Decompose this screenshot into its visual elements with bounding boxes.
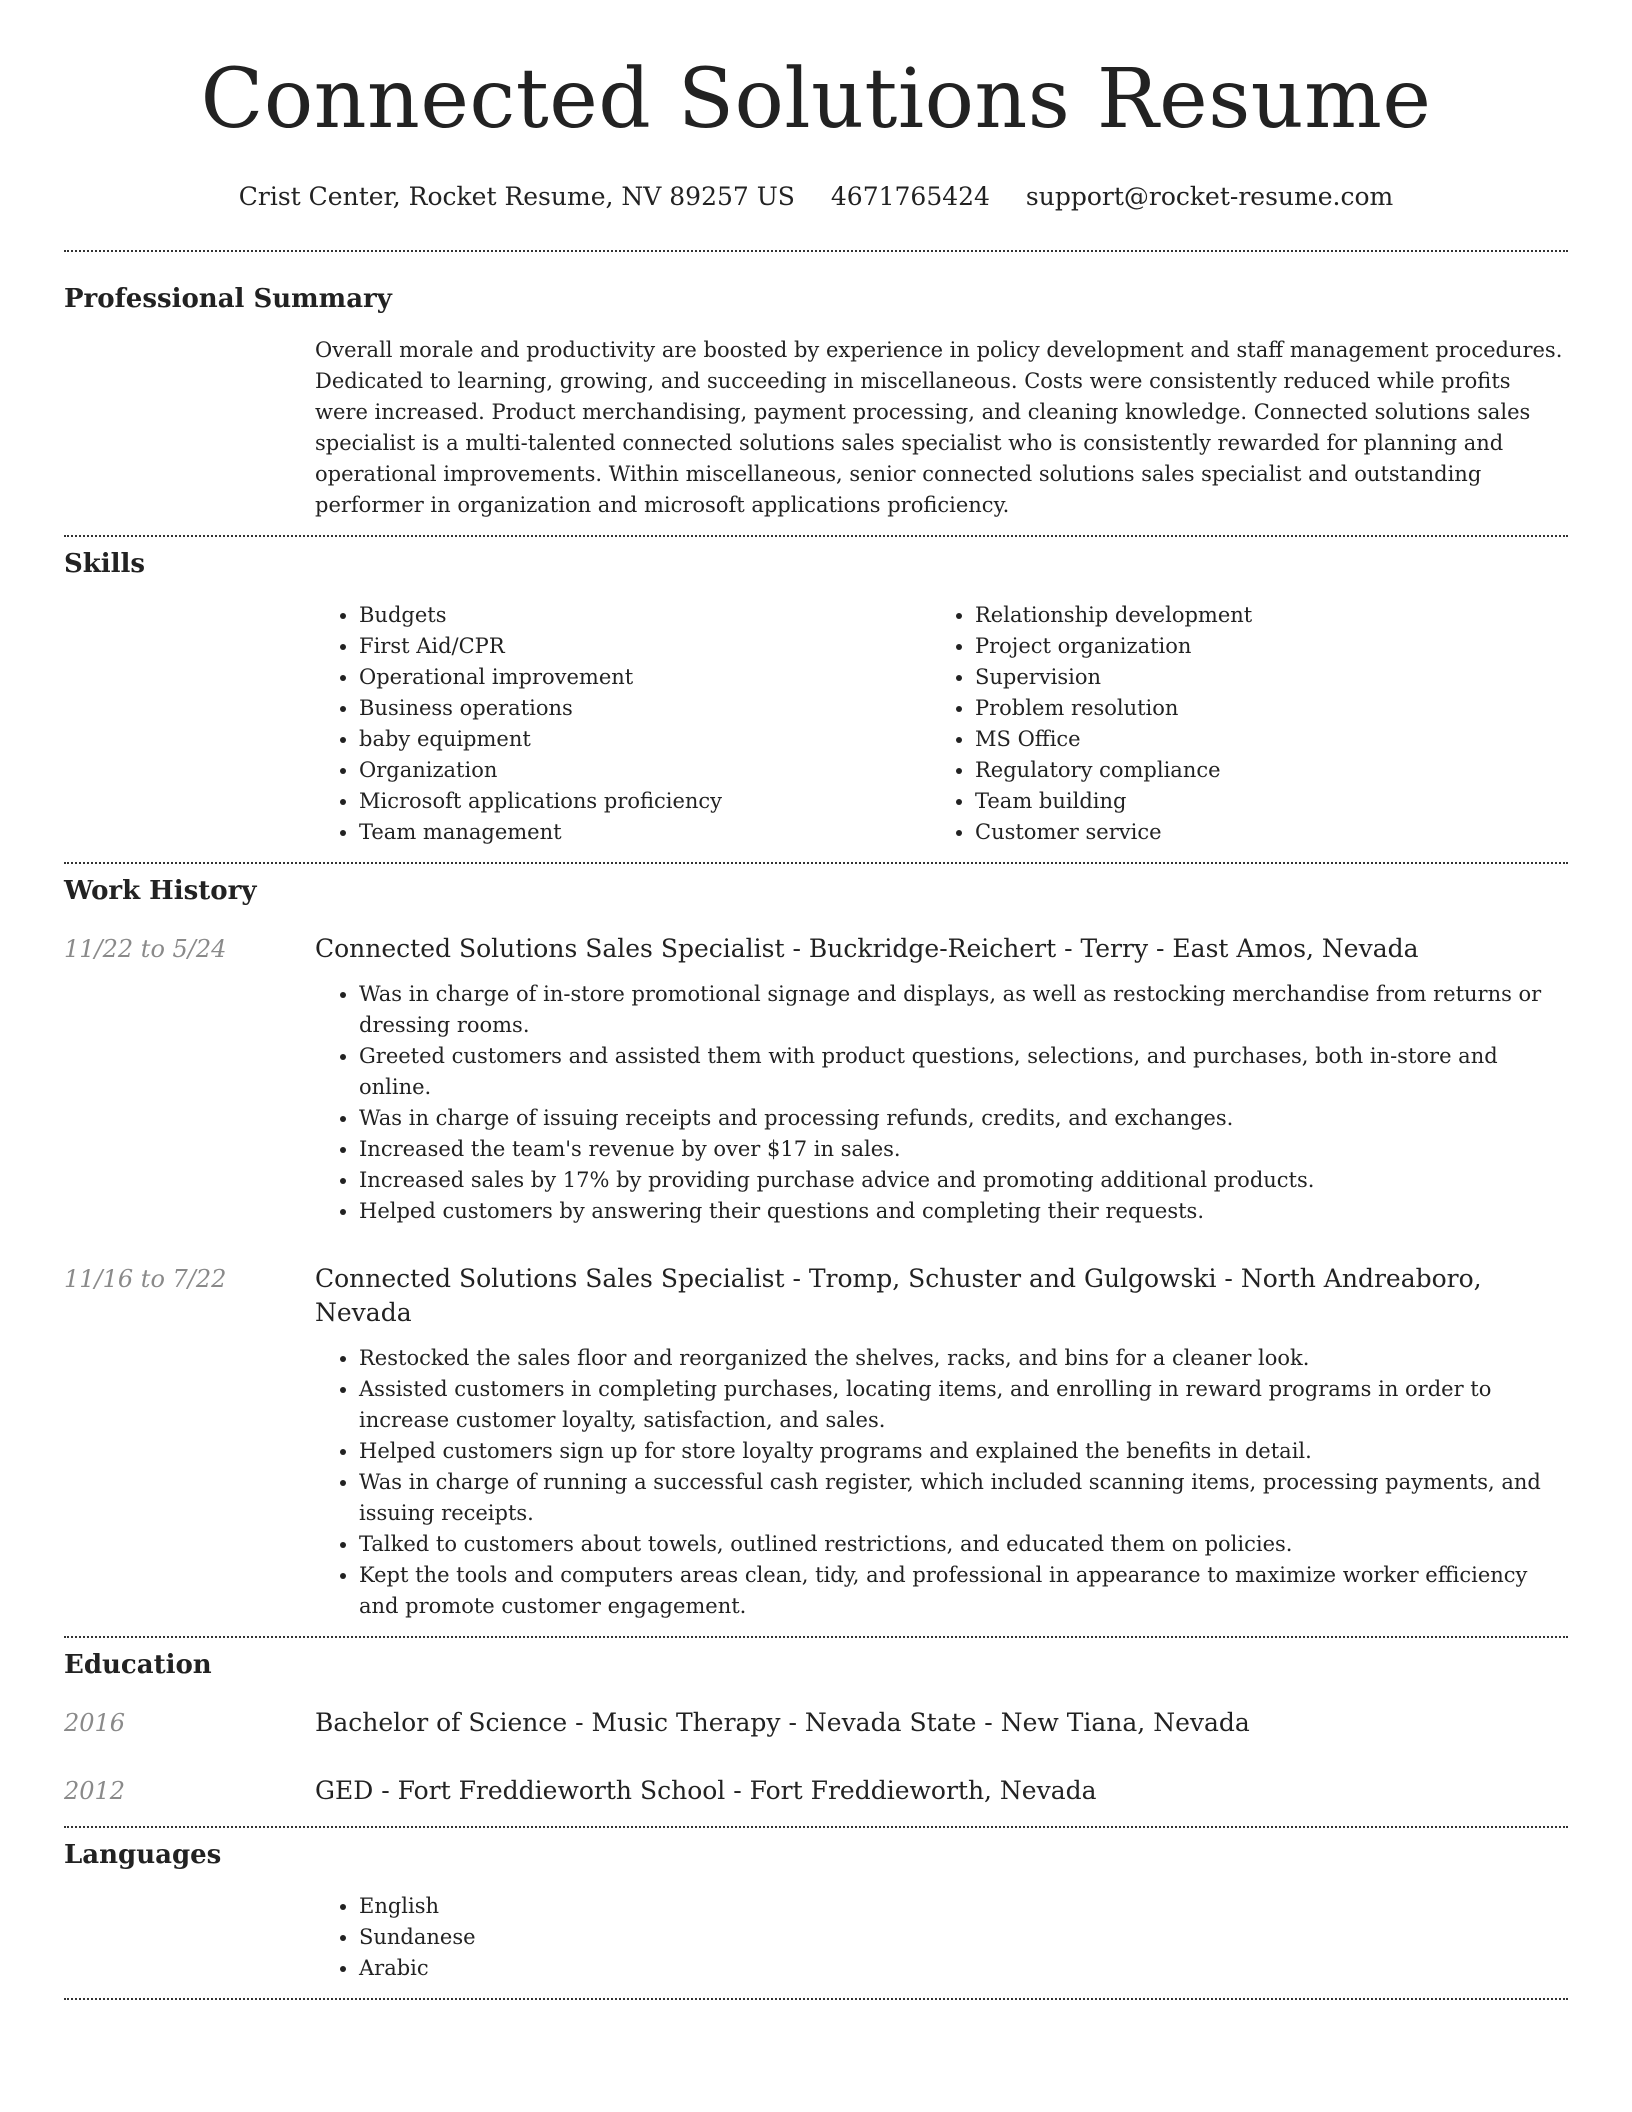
job-bullets (315, 1343, 1568, 1622)
skills-column-left (315, 600, 931, 848)
skill-item: • First Aid/CPR (359, 631, 931, 662)
job-bullet: • Increased the team's revenue by over $17 in sales. (359, 1134, 1568, 1165)
language-item: • Sundanese (359, 1922, 1568, 1953)
education-year: 2012 (64, 1777, 126, 1805)
job-heading: Connected Solutions Sales Specialist - Tromp, Schuster and Gulgowski - North Andreaboro, Nevada (315, 1264, 1482, 1327)
contact-line (64, 180, 1568, 214)
contact-phone: 4671765424 (830, 182, 990, 211)
divider (64, 1998, 1568, 2000)
summary-section (64, 252, 1568, 521)
job-bullets (315, 979, 1568, 1227)
job-heading: Connected Solutions Sales Specialist - Buckridge-Reichert - Terry - East Amos, Nevada (315, 934, 1419, 963)
education-heading: Bachelor of Science - Music Therapy - Nevada State - New Tiana, Nevada (315, 1708, 1250, 1737)
languages-list (315, 1891, 1568, 1984)
section-title-languages: Languages (64, 1840, 222, 1870)
job-bullet-list (315, 1343, 1568, 1622)
education-heading: GED - Fort Freddieworth School - Fort Freddieworth, Nevada (315, 1776, 1097, 1805)
contact-address: Crist Center, Rocket Resume, NV 89257 US (238, 182, 795, 211)
section-title-summary: Professional Summary (64, 284, 392, 314)
job-entry (64, 1262, 1568, 1622)
work-history-section (64, 864, 1568, 1622)
education-section (64, 1638, 1568, 1808)
languages-section (64, 1828, 1568, 1984)
skill-item: • Customer service (975, 817, 1547, 848)
skill-item: • Operational improvement (359, 662, 931, 693)
skill-item: • Budgets (359, 600, 931, 631)
resume-header (64, 0, 1568, 214)
resume-page (64, 0, 1568, 2000)
skills-section (64, 537, 1568, 848)
job-bullet-list (315, 979, 1568, 1227)
summary-text: Overall morale and productivity are boosted by experience in policy development and staff management procedures. Dedicated to learning, growing, and succeeding in miscellaneous. Costs were consistently reduced while profits were increased. Product merchandising, payment processing, and cleaning knowledge. Connected solutions sales specialist is a multi-talented connected solutions sales specialist who is consistently rewarded for planning and operational improvements. Within miscellaneous, senior connected solutions sales specialist and outstanding performer in organization and microsoft applications proficiency. (315, 338, 1563, 517)
skills-list (315, 600, 1568, 848)
job-dates: 11/16 to 7/22 (64, 1265, 227, 1293)
job-bullet: • Increased sales by 17% by providing purchase advice and promoting additional products. (359, 1165, 1568, 1196)
skill-item: • Team management (359, 817, 931, 848)
contact-email: support@rocket-resume.com (1025, 182, 1394, 211)
skills-column-right (931, 600, 1547, 848)
job-bullet: • Restocked the sales floor and reorganized the shelves, racks, and bins for a cleaner look. (359, 1343, 1568, 1374)
job-bullet: • Assisted customers in completing purchases, locating items, and enrolling in reward programs in order to increase customer loyalty, satisfaction, and sales. (359, 1374, 1568, 1436)
language-item: • English (359, 1891, 1568, 1922)
education-entry (64, 1774, 1568, 1808)
job-bullet: • Kept the tools and computers areas clean, tidy, and professional in appearance to maximize worker efficiency and promote customer engagement. (359, 1560, 1568, 1622)
languages-bullet-list (315, 1891, 1568, 1984)
section-title-work-history: Work History (64, 876, 257, 906)
education-year: 2016 (64, 1709, 126, 1737)
job-bullet: • Talked to customers about towels, outlined restrictions, and educated them on policies. (359, 1529, 1568, 1560)
job-bullet: • Was in charge of running a successful cash register, which included scanning items, processing payments, and issuing receipts. (359, 1467, 1568, 1529)
section-title-skills: Skills (64, 549, 146, 579)
job-bullet: • Helped customers by answering their questions and completing their requests. (359, 1196, 1568, 1227)
job-entry (64, 932, 1568, 1227)
education-entry (64, 1706, 1568, 1740)
skill-item: • Regulatory compliance (975, 755, 1547, 786)
job-bullet: • Was in charge of in-store promotional signage and displays, as well as restocking merchandise from returns or dressing rooms. (359, 979, 1568, 1041)
skill-item: • Microsoft applications proficiency (359, 786, 931, 817)
job-bullet: • Was in charge of issuing receipts and processing refunds, credits, and exchanges. (359, 1103, 1568, 1134)
skill-item: • Business operations (359, 693, 931, 724)
skill-item: • baby equipment (359, 724, 931, 755)
skill-item: • Problem resolution (975, 693, 1547, 724)
skill-item: • Team building (975, 786, 1547, 817)
skill-item: • Supervision (975, 662, 1547, 693)
section-title-education: Education (64, 1650, 212, 1680)
skill-item: • Organization (359, 755, 931, 786)
resume-title: Connected Solutions Resume (200, 52, 1432, 147)
skill-item: • MS Office (975, 724, 1547, 755)
language-item: • Arabic (359, 1953, 1568, 1984)
skill-item: • Relationship development (975, 600, 1547, 631)
job-dates: 11/22 to 5/24 (64, 935, 227, 963)
summary-body (315, 335, 1568, 521)
skill-item: • Project organization (975, 631, 1547, 662)
job-bullet: • Greeted customers and assisted them with product questions, selections, and purchases, both in-store and online. (359, 1041, 1568, 1103)
job-bullet: • Helped customers sign up for store loyalty programs and explained the benefits in detail. (359, 1436, 1568, 1467)
